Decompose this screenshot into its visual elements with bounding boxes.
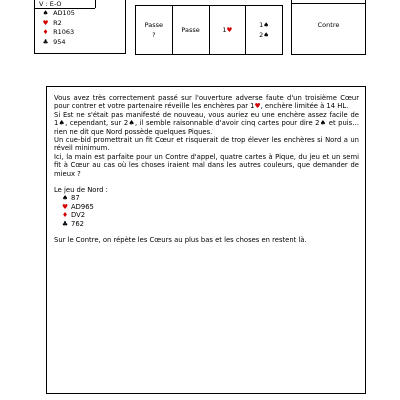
hand-box [34,0,126,54]
bid-cell-west [172,6,209,54]
north-row-hearts: ♥ AD965 [59,203,359,211]
bid-west-call: Passe [181,26,200,34]
bid-north-level: 1 [222,26,227,34]
hand-hearts-cards: R2 [53,18,62,27]
spade-icon: ♠ [319,119,327,128]
bid-cell-east [245,6,282,54]
hand-spades-cards: AD105 [53,9,75,17]
spade-icon: ♠ [58,119,66,128]
hand-row-spades [40,9,75,19]
spade-icon: ♠ [128,119,135,128]
heart-icon: ♥ [254,102,261,111]
bidding-table [135,5,283,55]
hand-diamonds-cards: R1063 [53,28,75,37]
spade-icon: ♠ [263,21,270,29]
heart-icon: ♥ [42,18,49,27]
diamond-icon: ♦ [42,28,49,37]
answer-text: Contre [317,21,340,29]
explanation-paragraph-4: Ici, la main est parfaite pour un Contre d'appel, quatre cartes à Pique, du jeu et un semi fit à Cœur au cas où les choses iraient mal dans les autres couleurs, que demander de mieux ? [54,152,359,178]
answer-box-rule [292,3,365,4]
bid-cell-south [136,6,172,54]
north-row-spades: ♠ 87 [59,194,359,202]
bid-east-level-1: 1 [259,21,264,29]
heart-icon: ♥ [61,202,69,211]
spade-icon: ♠ [263,31,270,39]
spade-icon: ♠ [61,194,69,203]
hand-cards [40,9,75,47]
explanation-conclusion: Sur le Contre, on répète les Cœurs au plus bas et les choses en restent là. [54,236,307,245]
spade-icon: ♠ [42,9,49,17]
explanation-paragraph-2: Si Est ne s'était pas manifesté de nouveau, vous auriez eu une enchère assez facile de 1♠, cependant, sur 2♠, il semble raisonnable d'avoir cinq cartes pour dire 2♠ et puis… rien ne dit que Nord possède quelques Piques. [54,110,360,136]
north-row-clubs: ♣ 762 [59,220,359,228]
bid-east-level-2: 2 [259,31,264,39]
explanation-paragraph-1: Vous avez très correctement passé sur l'ouverture adverse faute d'un troisième Cœur pour contrer et votre partenaire réveille les enchères par 1♥, enchère limitée à 14 HL. [54,94,359,111]
north-row-diamonds: ♦ DV2 [59,211,359,219]
north-hand-title: Le jeu de Nord : [54,186,108,195]
explanation-box [46,86,366,394]
diamond-icon: ♦ [61,211,69,220]
club-icon: ♣ [61,219,69,228]
hand-row-diamonds [40,28,75,38]
explanation-paragraph-3: Un cue-bid promettrait un fit Cœur et risquerait de trop élever les enchères si Nord a un réveil minimum. [54,136,359,153]
vulnerability-label: V : E-O [39,0,62,8]
hand-row-hearts [40,19,75,29]
heart-icon: ♥ [226,26,233,34]
north-hand [54,194,359,228]
bid-cell-north [209,6,246,54]
answer-box [291,0,366,55]
hand-row-clubs [40,38,75,48]
hand-clubs-cards: 954 [53,37,66,46]
bid-south-call: Passe [144,21,164,29]
bid-south-question: ? [152,31,156,39]
club-icon: ♣ [42,37,49,46]
